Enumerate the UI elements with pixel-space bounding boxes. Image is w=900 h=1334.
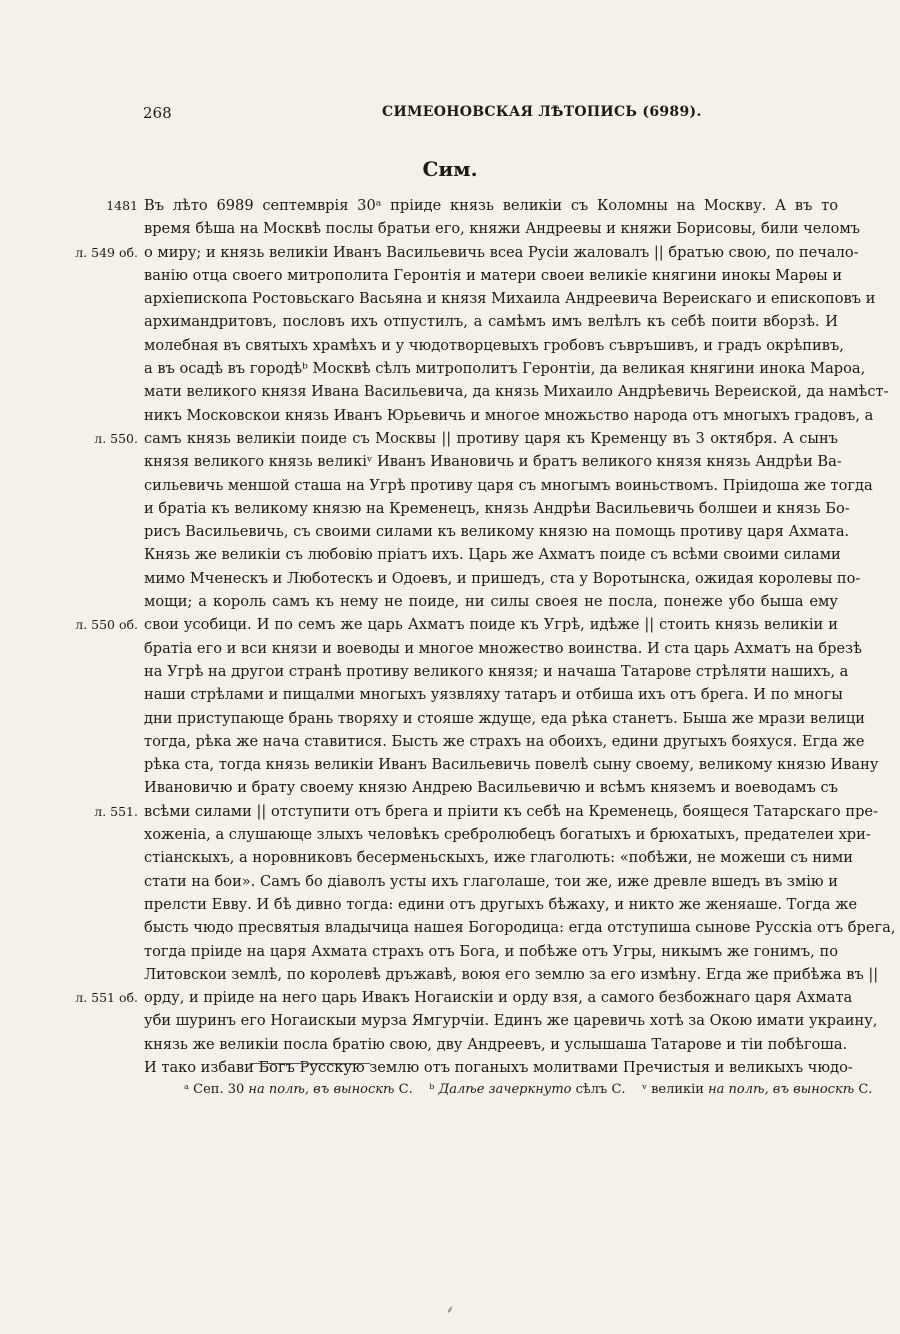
margin-note: л. 550 об. <box>75 617 138 633</box>
line-text: архимандритовъ, пословъ ихъ отпустилъ, а самѣмъ имъ велѣлъ къ себѣ поити вборзѣ. И <box>144 313 838 331</box>
text-line <box>144 660 849 683</box>
text-line <box>144 1009 878 1032</box>
line-text: никъ Московскои князь Иванъ Юрьевичь и многое множьство народа отъ многыхъ градовъ, а <box>144 406 874 424</box>
line-text: архіепископа Ростовьскаго Васьяна и князя Михаила Андреевича Вереискаго и епископовъ и <box>144 290 876 308</box>
line-text: рисъ Васильевичь, съ своими силами къ великому князю на помощь противу царя Ахмата. <box>144 523 850 541</box>
line-text: наши стрѣлами и пищалми многыхъ уязвляху татаръ и отбиша ихъ отъ брега. И по многы <box>144 686 843 704</box>
line-text: князя великого князь великіᵛ Иванъ Ивановичь и братъ великого князя князь Андрѣи Ва- <box>144 453 842 471</box>
text-line <box>144 707 865 730</box>
line-text: и братіа къ великому князю на Кременецъ, князь Андрѣи Васильевичь болшеи и князь Бо- <box>144 499 850 517</box>
section-title: Сим. <box>422 157 478 181</box>
text-line <box>144 753 879 776</box>
footnote-a: ᵃ Сеп. 30 на полѣ, въ выноскѣ С. <box>184 1082 413 1097</box>
line-text: а въ осадѣ въ городѣᵇ Москвѣ сѣлъ митрополитъ Геронтіи, да великая княгини инока Мароа, <box>144 360 866 378</box>
footnote-v: ᵛ великіи на полѣ, въ выноскѣ С. <box>642 1082 873 1097</box>
bottom-mark: ⸙ <box>446 1303 455 1316</box>
text-line <box>75 613 838 636</box>
text-line <box>144 893 858 916</box>
line-text: время бѣша на Москвѣ послы братьи его, княжи Андреевы и княжи Борисовы, били челомъ <box>144 220 861 238</box>
text-line <box>144 846 853 869</box>
text-line <box>144 404 874 427</box>
line-text: мощи; а король самъ къ нему не поиде, ни силы своея не посла, понеже убо быша ему <box>144 593 838 611</box>
text-line <box>94 427 838 450</box>
text-line <box>144 637 862 660</box>
text-line <box>94 800 878 823</box>
line-text: Въ лѣто 6989 септемврія 30ᵃ пріиде князь великіи съ Коломны на Москву. А въ то <box>144 197 838 214</box>
line-text: Князь же великіи съ любовію пріатъ ихъ. Царь же Ахматъ поиде съ всѣми своими силами <box>144 546 841 564</box>
text-line <box>144 217 861 240</box>
text-line <box>144 520 850 543</box>
text-line <box>144 870 838 893</box>
line-text: дни приступающе брань творяху и стояше ждуще, еда рѣка станетъ. Быша же мрази велици <box>144 709 865 727</box>
text-line <box>144 357 866 380</box>
running-head: СИМЕОНОВСКАЯ ЛѢТОПИСЬ (6989). <box>382 104 702 120</box>
text-line <box>144 310 838 333</box>
text-line <box>144 474 873 497</box>
margin-note: 1481 <box>106 198 138 213</box>
line-text: на Угрѣ на другои странѣ противу великого князя; и начаша Татарове стрѣляти нашихъ, а <box>144 662 849 680</box>
line-text: И тако избави Богъ Русскую землю отъ поганыхъ молитвами Пречистыя и великыхъ чюдо- <box>144 1058 853 1076</box>
text-line <box>75 241 859 264</box>
footnote-rule <box>250 1063 370 1064</box>
text-line <box>144 543 841 566</box>
line-text: хоженіа, а слушающе злыхъ человѣкъ сребролюбецъ богатыхъ и брюхатыхъ, предателеи хри- <box>144 826 871 844</box>
line-text: самъ князь великіи поиде съ Москвы || противу царя къ Кременцу въ 3 октября. А сынъ <box>144 429 838 447</box>
line-text: о миру; и князь великіи Иванъ Васильевичь всеа Русіи жаловалъ || братью свою, по печало- <box>144 243 859 261</box>
text-line <box>144 567 861 590</box>
text-line <box>144 590 838 613</box>
chronicle-text <box>75 194 896 1079</box>
line-text: орду, и пріиде на него царь Ивакъ Ногаискіи и орду взя, а самого безбожнаго царя Ахмата <box>144 989 853 1007</box>
line-text: тогда, рѣка же нача ставитися. Бысть же страхъ на обоихъ, едини другыхъ бояхуся. Егда же <box>144 732 865 750</box>
line-text: Литовскои землѣ, по королевѣ дръжавѣ, воюя его землю за его измѣну. Егда же прибѣжа въ || <box>144 965 879 983</box>
text-line <box>144 776 838 799</box>
margin-note: л. 549 об. <box>75 244 138 260</box>
text-line <box>144 730 865 753</box>
footnote-b: ᵇ Далѣе зачеркнуто сѣлъ С. <box>429 1082 626 1097</box>
line-text: ванію отца своего митрополита Геронтія и матери своеи великіе княгини инокы Марѳы и <box>144 266 843 284</box>
margin-note: л. 551 об. <box>75 990 138 1006</box>
margin-note: л. 550. <box>94 430 138 446</box>
line-text: свои усобици. И по семъ же царь Ахматъ поиде къ Угрѣ, идѣже || стоить князь великіи и <box>144 616 838 634</box>
text-line <box>144 380 889 403</box>
text-line <box>106 194 838 217</box>
line-text: молебная въ святыхъ храмѣхъ и у чюдотворцевыхъ гробовъ съвръшивъ, и градъ окрѣпивъ, <box>144 336 844 354</box>
line-text: стати на бои». Самъ бо діаволъ усты ихъ глаголаше, тои же, иже древле вшедъ въ змію и <box>144 872 838 890</box>
text-line <box>144 1056 853 1079</box>
text-line <box>144 823 871 846</box>
line-text: князь же великіи посла братію свою, дву Андреевъ, и услышаша Татарове и тіи побѣгоша. <box>144 1035 848 1053</box>
text-line <box>144 683 843 706</box>
footnotes <box>184 1082 873 1097</box>
line-text: тогда пріиде на царя Ахмата страхъ отъ Бога, и побѣже отъ Угры, никымъ же гонимъ, по <box>144 942 838 960</box>
margin-note: л. 551. <box>94 803 138 819</box>
text-line <box>144 334 844 357</box>
line-text: стіанскыхъ, а норовниковъ бесерменьскыхъ, иже глаголють: «побѣжи, не можеши съ ними <box>144 849 853 867</box>
text-line <box>144 963 879 986</box>
line-text: уби шуринъ его Ногаискыи мурза Ямгурчіи. Единъ же царевичь хотѣ за Окою имати украину, <box>144 1012 878 1030</box>
page-number: 268 <box>143 104 172 122</box>
line-text: мимо Мченескъ и Люботескъ и Одоевъ, и пришедъ, ста у Воротынска, ожидая королевы по- <box>144 569 861 587</box>
text-line <box>144 497 850 520</box>
line-text: сильевичь меншой сташа на Угрѣ противу царя съ многымъ воиньствомъ. Пріидоша же тогда <box>144 476 873 494</box>
text-line <box>144 940 838 963</box>
line-text: Ивановичю и брату своему князю Андрею Васильевичю и всѣмъ княземъ и воеводамъ съ <box>144 779 838 797</box>
text-line <box>144 1033 848 1056</box>
line-text: бысть чюдо пресвятыя владычица нашея Богородица: егда отступиша сынове Русскіа отъ брега, <box>144 919 896 937</box>
line-text: братіа его и вси князи и воеводы и многое множество воинства. И ста царь Ахматъ на брезѣ <box>144 639 862 657</box>
text-line <box>75 986 853 1009</box>
text-line <box>144 916 896 939</box>
text-line <box>144 287 876 310</box>
text-line <box>144 450 842 473</box>
line-text: всѣми силами || отступити отъ брега и пріити къ себѣ на Кременець, боящеся Татарскаго пре- <box>144 802 878 820</box>
line-text: рѣка ста, тогда князь великіи Иванъ Васильевичь повелѣ сыну своему, великому князю Ивану <box>144 756 879 774</box>
text-line <box>144 264 843 287</box>
line-text: мати великого князя Ивана Васильевича, да князь Михаило Андрѣевичь Вереиской, да намѣст- <box>144 383 889 401</box>
line-text: прелсти Евву. И бѣ дивно тогда: едини отъ другыхъ бѣжаху, и никто же женяаше. Тогда же <box>144 895 858 913</box>
